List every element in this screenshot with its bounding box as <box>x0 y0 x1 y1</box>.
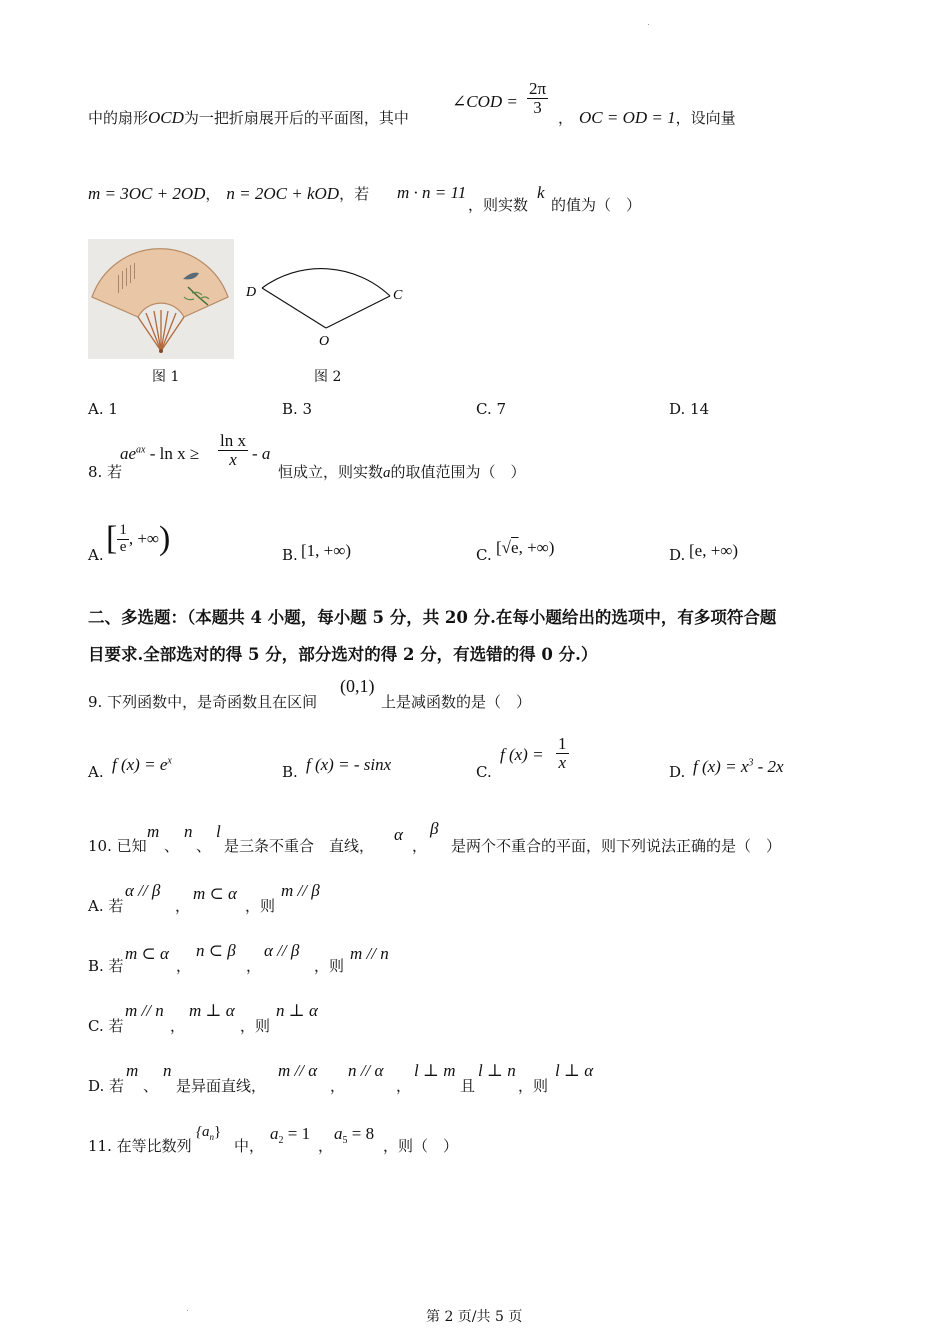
q7-option-c: C. 7 <box>476 400 507 418</box>
q7-line1-tail <box>558 107 736 128</box>
q8-ln: - ln x ≥ <box>145 444 200 463</box>
q10-c-sep1: ， <box>170 1017 186 1035</box>
q10-option-c-label: C. 若 <box>88 1017 124 1035</box>
q10-d-cond2: n <box>163 1061 172 1080</box>
q8-exponent: ax <box>136 444 146 456</box>
q10-b-result: m // n <box>350 944 389 963</box>
q8-optA-tail: , +∞ <box>128 529 160 548</box>
q8-frac-den: x <box>229 449 237 469</box>
q10-c-result: n ⊥ α <box>276 1001 318 1020</box>
q11-seq-close: } <box>214 1124 222 1140</box>
page-footer: 第 2 页/共 5 页 <box>426 1309 523 1325</box>
q10-d-sep6: ，则 <box>518 1077 549 1095</box>
q10-sep2: 、 <box>196 837 212 855</box>
q9-option-c-frac <box>556 735 569 772</box>
q8-option-d-label: D. <box>669 546 686 564</box>
q11-sequence <box>196 1121 221 1142</box>
fig2-caption: 图 2 <box>314 369 342 385</box>
q10-b-sep2: ， <box>246 957 262 975</box>
q10-d-sep1: 、 <box>143 1077 159 1095</box>
q10-beta: β <box>430 819 439 838</box>
q10-c-cond2: m ⊥ α <box>189 1001 235 1020</box>
q11-comma: ， <box>318 1137 334 1155</box>
q11-a5-sub: 5 <box>342 1135 348 1147</box>
q9-option-a-label: A. <box>88 763 104 781</box>
q11-a5 <box>334 1124 374 1146</box>
q10-d-sep3: ， <box>330 1077 346 1095</box>
point-c: C <box>393 288 403 303</box>
q9-option-a <box>112 755 172 775</box>
q7-n-vector: n = 2OC + kOD <box>226 184 340 203</box>
q9-optA-sup: x <box>167 755 172 767</box>
q8-var-a: a <box>383 465 391 481</box>
q8-optC-e: e <box>511 538 519 557</box>
q9-option-d <box>693 757 784 777</box>
q11-a2-sub: 2 <box>278 1135 284 1147</box>
q7-text: 中的扇形 <box>88 109 149 127</box>
q7-angle-frac <box>527 80 548 117</box>
q10-a-cond2: m ⊂ α <box>193 884 237 903</box>
q8-optA-den: e <box>119 538 127 555</box>
q8-optA-num: 1 <box>119 521 127 538</box>
q7-oc-od: OC = OD = 1 <box>579 108 676 127</box>
q7-option-b: B. 3 <box>282 400 313 418</box>
q10-a-result: m // β <box>281 881 320 900</box>
q10-n: n <box>184 822 193 841</box>
sector-od <box>262 288 326 328</box>
q10-b-cond1: m ⊂ α <box>125 944 169 963</box>
q10-alpha: α <box>394 825 403 844</box>
page-mark <box>648 24 649 25</box>
q8-option-a: [ $\frac{1}{e}$ , +∞) <box>106 520 171 557</box>
q8-ae: ae <box>120 444 137 463</box>
q8-option-c <box>496 538 554 558</box>
q11-mid: 中， <box>234 1137 265 1155</box>
q8-text: 恒成立，则实数 <box>278 463 384 481</box>
q10-prefix: 10. 已知 <box>88 837 147 855</box>
q7-line2-suffix <box>551 194 641 215</box>
q8-prefix: 8. 若 <box>88 463 123 481</box>
q7-option-a: A. 1 <box>88 400 118 418</box>
q8-option-c-label: C. <box>476 546 492 564</box>
q10-d-sep4: ， <box>396 1077 412 1095</box>
sector-oc <box>326 296 390 328</box>
q9-option-d-label: D. <box>669 763 686 781</box>
q10-mid: 是三条不重合 直线， <box>224 837 375 855</box>
q7-comma: ， <box>205 185 221 203</box>
q10-option-a-label: A. 若 <box>88 897 124 915</box>
q10-d-sep2: 是异面直线， <box>176 1077 267 1095</box>
q8-optC-tail: , +∞) <box>518 538 555 557</box>
q7-text: ，则实数 <box>468 196 529 214</box>
fig1-fan-image <box>88 239 234 359</box>
fig2-sector-diagram <box>240 246 410 346</box>
q10-a-sep1: ， <box>175 897 191 915</box>
q7-text: ，设向量 <box>675 109 736 127</box>
q11-a2-var: a <box>270 1124 279 1143</box>
q7-frac-den: 3 <box>533 97 542 117</box>
q7-ocd: OCD <box>148 108 184 127</box>
q8-text: 的取值范围为（ ） <box>390 463 526 481</box>
q10-c-cond1: m // n <box>125 1001 164 1020</box>
q10-b-sep1: ， <box>176 957 192 975</box>
q9-option-b: f (x) = - sinx <box>306 755 392 774</box>
q9-optC-den: x <box>558 752 567 772</box>
q11-a2-val: = 1 <box>283 1124 311 1143</box>
point-d: D <box>246 285 257 300</box>
q11-a5-val: = 8 <box>347 1124 375 1143</box>
q7-k-var: k <box>537 183 545 202</box>
q7-line1 <box>88 107 409 128</box>
q7-frac-num: 2π <box>529 79 547 98</box>
q8-suffix <box>278 461 526 482</box>
q7-text: 为一把折扇展开后的平面图，其中 <box>183 109 409 127</box>
sqrt-icon: √ <box>501 538 512 557</box>
q8-option-b: [1, +∞) <box>301 541 352 560</box>
q7-option-d: D. 14 <box>669 400 710 418</box>
section2-heading-line2: 目要求.全部选对的得 5 分，部分选对的得 2 分，有选错的得 0 分.） <box>88 645 598 664</box>
q10-d-cond1: m <box>126 1061 139 1080</box>
q10-m: m <box>147 822 160 841</box>
q8-frac-num: ln x <box>220 431 246 450</box>
q9-optA-expr: f (x) = e <box>112 755 168 774</box>
q10-b-cond3: α // β <box>264 941 300 960</box>
q9-optD-expr: f (x) = x <box>693 757 749 776</box>
q7-text: ，若 <box>339 185 370 203</box>
q10-option-b-label: B. 若 <box>88 957 124 975</box>
q9-optD-sup: 3 <box>748 757 754 769</box>
q10-l: l <box>216 822 221 841</box>
q9-option-c-label: C. <box>476 763 492 781</box>
q10-d-sep5: 且 <box>460 1077 476 1095</box>
q7-angle <box>452 92 518 112</box>
q7-m-vector: m = 3OC + 2OD <box>88 184 206 203</box>
q10-d-result: l ⊥ α <box>555 1061 594 1080</box>
q10-sep1: 、 <box>164 837 180 855</box>
q7-mn <box>397 183 466 203</box>
q8-option-a-label: A. <box>88 546 104 564</box>
q9-interval: (0,1) <box>340 676 375 696</box>
q8-frac <box>218 432 248 469</box>
q9-suffix: 上是减函数的是（ ） <box>381 693 532 711</box>
q10-a-sep2: ，则 <box>245 897 276 915</box>
q7-text: 的值为（ ） <box>551 196 642 214</box>
q10-d-cond6: l ⊥ n <box>478 1061 516 1080</box>
q7-line2-tail <box>468 194 528 215</box>
q7-dot-product: m · n = 11 <box>397 183 467 202</box>
q10-d-cond4: n // α <box>348 1061 384 1080</box>
q8-option-d: [e, +∞) <box>689 541 739 560</box>
q10-b-sep3: ，则 <box>314 957 345 975</box>
q8-minus-a: - a <box>252 444 271 463</box>
q9-optD-tail: - 2x <box>753 757 784 776</box>
q9-prefix: 9. 下列函数中，是奇函数且在区间 <box>88 693 318 711</box>
q7-comma: ， <box>558 109 574 127</box>
section2-heading-line1: 二、多选题：（本题共 4 小题，每小题 5 分，共 20 分.在每小题给出的选项中，有多项符合题 <box>88 608 777 627</box>
q11-a5-var: a <box>334 1124 343 1143</box>
q10-a-cond1: α // β <box>125 881 161 900</box>
q11-a2 <box>270 1124 310 1146</box>
q11-suffix: ，则（ ） <box>383 1137 459 1155</box>
q11-seq-sub: n <box>209 1132 214 1143</box>
q9-optC-lhs: f (x) = <box>500 745 544 764</box>
sector-arc <box>262 269 390 296</box>
q8-inequality <box>120 444 199 464</box>
fan-illustration <box>88 239 234 359</box>
fig1-caption: 图 1 <box>152 369 180 385</box>
q9-option-c <box>500 745 544 765</box>
q9-option-b-label: B. <box>282 763 298 781</box>
q7-k <box>537 183 545 203</box>
q10-d-cond5: l ⊥ m <box>414 1061 456 1080</box>
q10-option-d-label: D. 若 <box>88 1077 125 1095</box>
q10-comma: ， <box>412 837 428 855</box>
q8-option-b-label: B. <box>282 546 298 564</box>
q9-optC-num: 1 <box>558 734 567 753</box>
q10-b-cond2: n ⊂ β <box>196 941 236 960</box>
point-o: O <box>319 334 330 346</box>
q7-line2 <box>88 183 369 204</box>
page-mark <box>187 1310 188 1311</box>
q10-d-cond3: m // α <box>278 1061 318 1080</box>
q8-optC-bracket: [ <box>496 538 502 557</box>
q7-angle-lhs: ∠COD = <box>452 92 518 111</box>
q11-prefix: 11. 在等比数列 <box>88 1137 192 1155</box>
q11-seq: {a <box>196 1124 210 1140</box>
q10-suffix: 是两个不重合的平面，则下列说法正确的是（ ） <box>451 837 782 855</box>
q10-c-sep2: ，则 <box>240 1017 271 1035</box>
